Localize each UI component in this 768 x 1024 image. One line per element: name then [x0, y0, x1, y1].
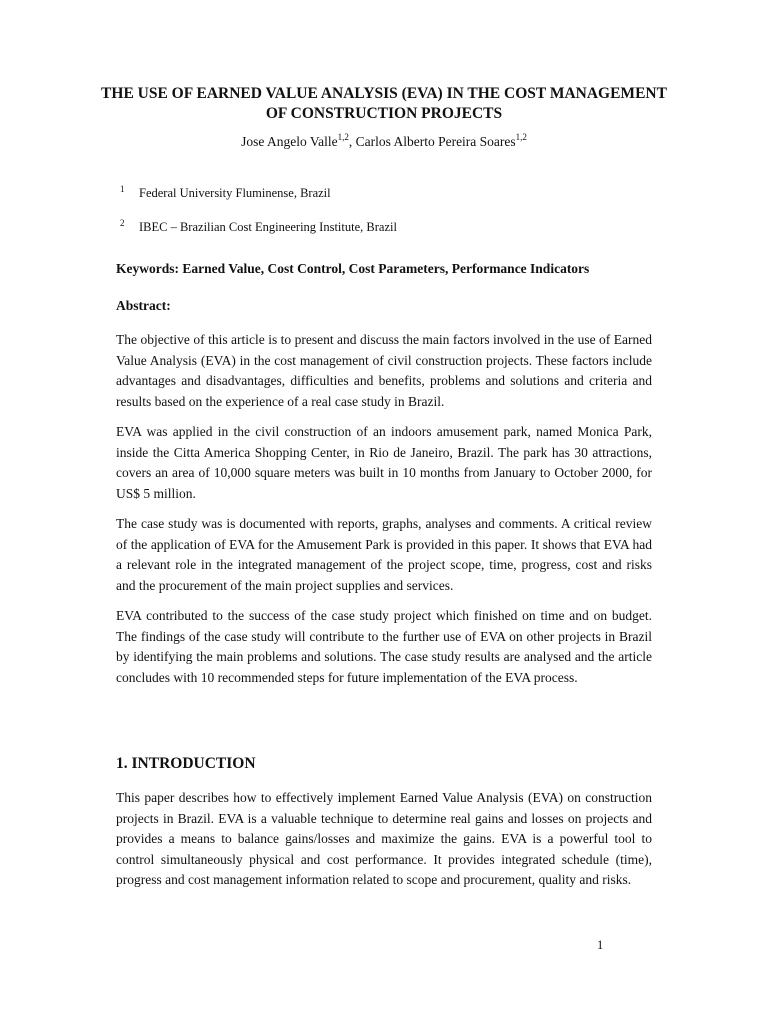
author-line — [100, 133, 668, 151]
affiliation-text: IBEC – Brazilian Cost Engineering Institute, Brazil — [139, 220, 397, 234]
abstract-paragraph: The case study was is documented with reports, graphs, analyses and comments. A critical review of the application of EVA for the Amusement Park is provided in this paper. It shows that EVA had a relevant role in the integrated management of the project scope, time, progress, cost and risks and the procurement of the main project supplies and services. — [116, 516, 652, 593]
abstract-paragraph: EVA contributed to the success of the case study project which finished on time and on budget. The findings of the case study will contribute to the further use of EVA on other projects in Brazil by identifying the main problems and solutions. The case study results are analysed and the article concludes with 10 recommended steps for future implementation of the EVA process. — [116, 608, 652, 685]
affiliation-number: 2 — [120, 218, 125, 228]
keywords-line: Keywords: Earned Value, Cost Control, Cost Parameters, Performance Indicators — [116, 261, 590, 276]
paper-title: THE USE OF EARNED VALUE ANALYSIS (EVA) IN THE COST MANAGEMENT OF CONSTRUCTION PROJECTS — [101, 85, 667, 122]
intro-paragraph: This paper describes how to effectively implement Earned Value Analysis (EVA) on construction projects in Brazil. EVA is a valuable technique to determine real gains and losses on projects and provides a means to balance gains/losses and maximize the gains. EVA is a powerful tool to control simultaneously physical and cost performance. It provides integrated schedule (time), progress and cost management information related to scope and procurement, quality and risks. — [116, 790, 652, 887]
affiliation-number: 1 — [120, 184, 125, 194]
author-name: Jose Angelo Valle — [241, 134, 338, 149]
author-affiliation-marker: 1,2 — [337, 132, 349, 142]
author-separator: , — [348, 134, 356, 149]
abstract-heading: Abstract: — [116, 298, 171, 313]
page-number: 1 — [597, 938, 604, 952]
section-heading: 1. INTRODUCTION — [116, 755, 256, 772]
abstract-paragraph: The objective of this article is to present and discuss the main factors involved in the use of Earned Value Analysis (EVA) in the cost management of civil construction projects. These factors include advantages and disadvantages, difficulties and benefits, problems and solutions and criteria and results based on the experience of a real case study in Brazil. — [116, 332, 652, 409]
author-name: Carlos Alberto Pereira Soares — [355, 134, 516, 149]
author-affiliation-marker: 1,2 — [515, 132, 527, 142]
abstract-paragraph: EVA was applied in the civil construction of an indoors amusement park, named Monica Park, inside the Citta America Shopping Center, in Rio de Janeiro, Brazil. The park has 30 attractions, covers an area of 10,000 square meters was built in 10 months from January to October 2000, for US$ 5 million. — [116, 424, 652, 501]
affiliation-text: Federal University Fluminense, Brazil — [139, 186, 331, 200]
